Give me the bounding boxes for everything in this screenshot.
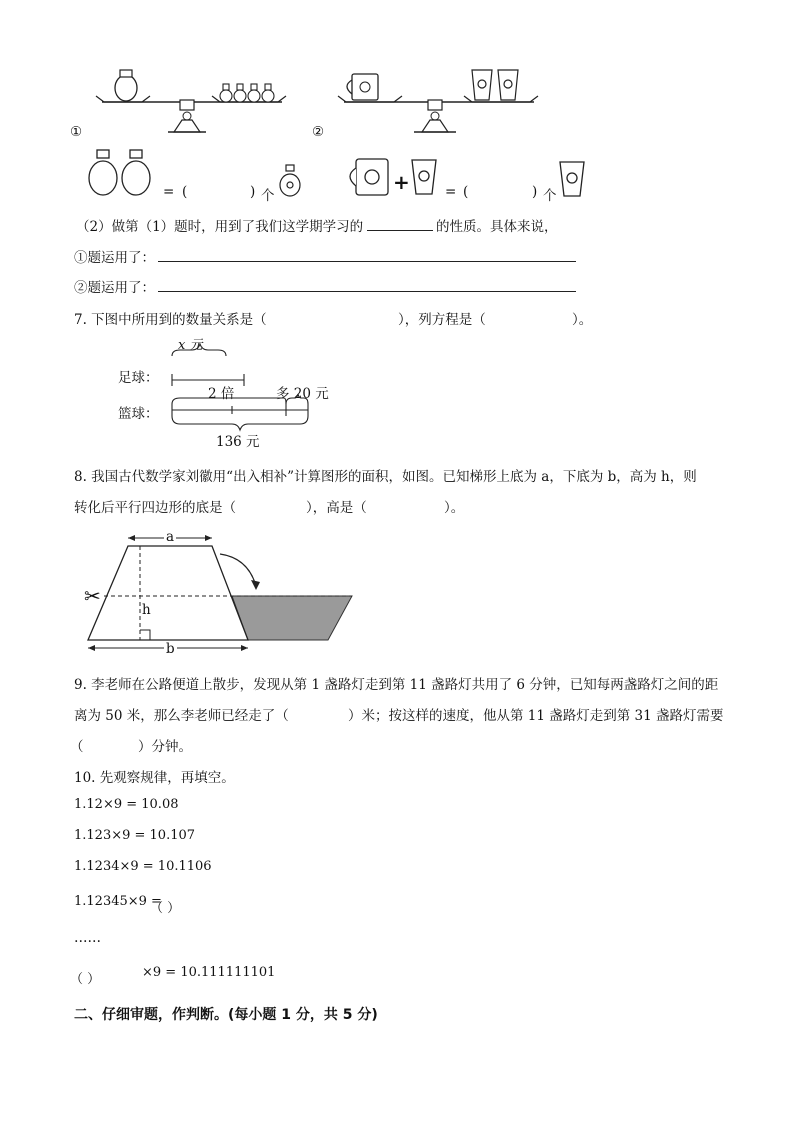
q9-line3-b: ）分钟。 <box>138 739 192 755</box>
q10-eq4: 1.12345×9 = <box>74 894 162 909</box>
q10-title: 10. 先观察规律，再填空。 <box>74 770 235 786</box>
eq2-open-paren: ( <box>463 184 469 200</box>
eq1-equals: = <box>163 184 175 200</box>
section2-title: 二、仔细审题，作判断。(每小题 1 分，共 5 分) <box>74 1007 378 1023</box>
q10-eq3: 1.1234×9 = 10.1106 <box>74 859 212 874</box>
mug-icon <box>344 156 392 198</box>
two-bottles-icon <box>88 148 158 198</box>
scissors-icon: ✂ <box>84 584 101 608</box>
eq1-close-paren: ) <box>250 184 256 200</box>
q6-line1-blank[interactable] <box>158 261 576 262</box>
q9-line2-a: 离为 50 米，那么李老师已经走了（ <box>74 708 289 724</box>
q7-text-c: ）。 <box>572 312 593 328</box>
q8-line1: 8. 我国古代数学家刘徽用“出入相补”计算图形的面积，如图。已知梯形上底为 a，下底为 b，高为 h，则 <box>74 469 697 485</box>
q8-label-b: b <box>166 641 175 657</box>
q7-more-label: 多 20 元 <box>276 386 329 402</box>
q7-line-diagram <box>100 336 360 450</box>
cup-icon <box>410 158 438 196</box>
balance-1-illustration <box>92 66 292 136</box>
eq2-plus: + <box>393 170 410 194</box>
eq1-unit: 个 <box>261 188 275 204</box>
q7-text-b: ），列方程是（ <box>398 312 486 328</box>
q8-label-a: a <box>166 529 175 545</box>
q10-eq2: 1.123×9 = 10.107 <box>74 828 196 843</box>
q7-basketball-label: 篮球： <box>118 406 159 422</box>
q7-x-label: x 元 <box>178 338 203 353</box>
q7-football-label: 足球： <box>118 370 159 386</box>
balance-2-illustration <box>334 64 544 134</box>
q7-total-label: 136 元 <box>216 434 260 450</box>
balance-2-label: ② <box>312 124 325 140</box>
q9-line3-a: （ <box>70 739 84 755</box>
q6-part2-text-b: 的性质。具体来说， <box>436 219 558 235</box>
q7-text-a: 7. 下图中所用到的数量关系是（ <box>74 312 267 328</box>
q7-times-label: 2 倍 <box>208 386 235 402</box>
eq2-unit: 个 <box>543 188 557 204</box>
q10-last-rest: ×9 = 10.111111101 <box>142 965 276 980</box>
q6-part2-text-a: （2）做第（1）题时，用到了我们这学期学习的 <box>76 219 364 235</box>
eq1-open-paren: ( <box>182 184 188 200</box>
q9-line1: 9. 李老师在公路便道上散步，发现从第 1 盏路灯走到第 11 盏路灯共用了 6 分钟，已知每两盏路灯之间的距 <box>74 677 719 693</box>
eq2-close-paren: ) <box>532 184 538 200</box>
q6-line2-label: ②题运用了： <box>74 280 155 296</box>
q10-eq4-blank[interactable]: （ ） <box>150 901 181 916</box>
q9-line2-b: ）米；按这样的速度，他从第 11 盏路灯走到第 31 盏路灯需要 <box>348 708 724 724</box>
q10-eq1: 1.12×9 = 10.08 <box>74 797 179 812</box>
balance-1-label: ① <box>70 124 83 140</box>
q8-trapezoid-shapes <box>80 524 370 664</box>
q8-line2-a: 转化后平行四边形的底是（ <box>74 500 236 516</box>
q6-line2-blank[interactable] <box>158 291 576 292</box>
q8-line2-c: ）。 <box>444 500 465 516</box>
eq2-equals: = <box>445 184 457 200</box>
q10-last-blank[interactable]: （ ） <box>70 972 101 987</box>
q10-dots: …… <box>74 930 101 946</box>
q8-trapezoid-diagram <box>80 524 370 664</box>
small-bottle-icon <box>278 164 302 198</box>
q8-label-h: h <box>142 602 151 618</box>
q8-line2-b: ），高是（ <box>306 500 367 516</box>
q6-property-blank[interactable] <box>367 230 433 231</box>
q6-line1-label: ①题运用了： <box>74 250 155 266</box>
q7-diagram-lines <box>100 336 360 446</box>
cup-icon-result <box>558 160 586 198</box>
